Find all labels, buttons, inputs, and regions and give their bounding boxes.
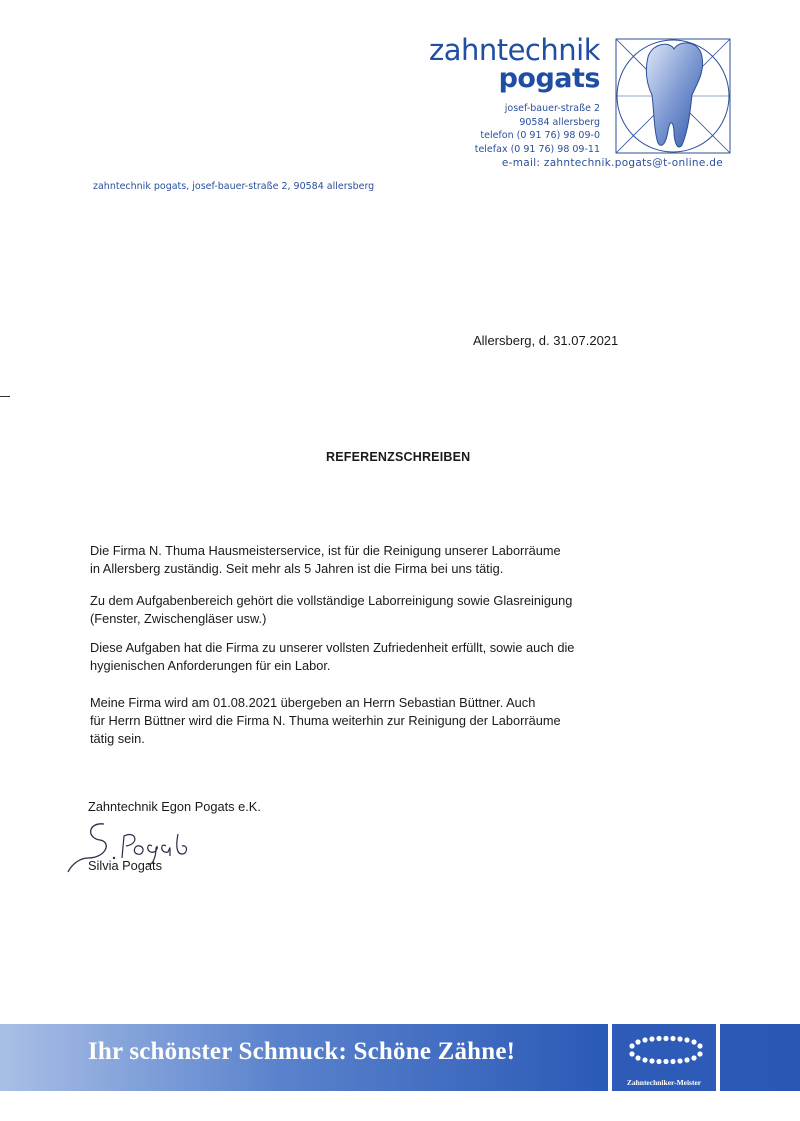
brand-name xyxy=(428,33,600,94)
address-street: josef-bauer-straße 2 xyxy=(504,103,600,114)
address-fax: telefax (0 91 76) 98 09-11 xyxy=(474,143,600,155)
body-paragraph-3: Diese Aufgaben hat die Firma zu unserer vollsten Zufriedenheit erfüllt, sowie auch die hygienischen Anforderungen für ein Labor. xyxy=(90,640,575,673)
address-block xyxy=(475,102,600,156)
body-paragraph-2: Zu dem Aufgabenbereich gehört die vollständige Laborreinigung sowie Glasreinigung (Fenster, Zwischengläser usw.) xyxy=(90,593,573,626)
brand-line-2: pogats xyxy=(498,63,600,94)
signatory-name: Silvia Pogats xyxy=(88,858,162,873)
address-email: e-mail: zahntechnik.pogats@t-online.de xyxy=(501,157,723,169)
body-paragraph-4: Meine Firma wird am 01.08.2021 übergeben an Herrn Sebastian Büttner. Auch für Herrn Büttner wird die Firma N. Thuma weiterhin zur Reinigung der Laborräume tätig sein. xyxy=(90,695,561,746)
tooth-logo-icon xyxy=(612,35,734,157)
footer-slogan: Ihr schönster Schmuck: Schöne Zähne! xyxy=(88,1038,516,1065)
address-phone: telefon (0 91 76) 98 09-0 xyxy=(480,130,600,141)
fold-mark xyxy=(0,396,10,397)
brand-line-1: zahntechnik xyxy=(428,33,600,67)
sender-return-line: zahntechnik pogats, josef-bauer-straße 2, 90584 allersberg xyxy=(93,181,375,192)
pearl-necklace-icon xyxy=(626,1034,710,1068)
master-badge xyxy=(608,1024,720,1091)
letter-subject: REFERENZSCHREIBEN xyxy=(326,450,471,464)
body-paragraph-1: Die Firma N. Thuma Hausmeisterservice, ist für die Reinigung unserer Laborräume in Allersberg zuständig. Seit mehr als 5 Jahren ist die Firma bei uns tätig. xyxy=(90,543,561,576)
letter-date: Allersberg, d. 31.07.2021 xyxy=(473,333,619,348)
closing-company: Zahntechnik Egon Pogats e.K. xyxy=(88,799,261,814)
address-city: 90584 allersberg xyxy=(519,116,600,128)
badge-label: Zahntechniker-Meister xyxy=(626,1078,702,1087)
